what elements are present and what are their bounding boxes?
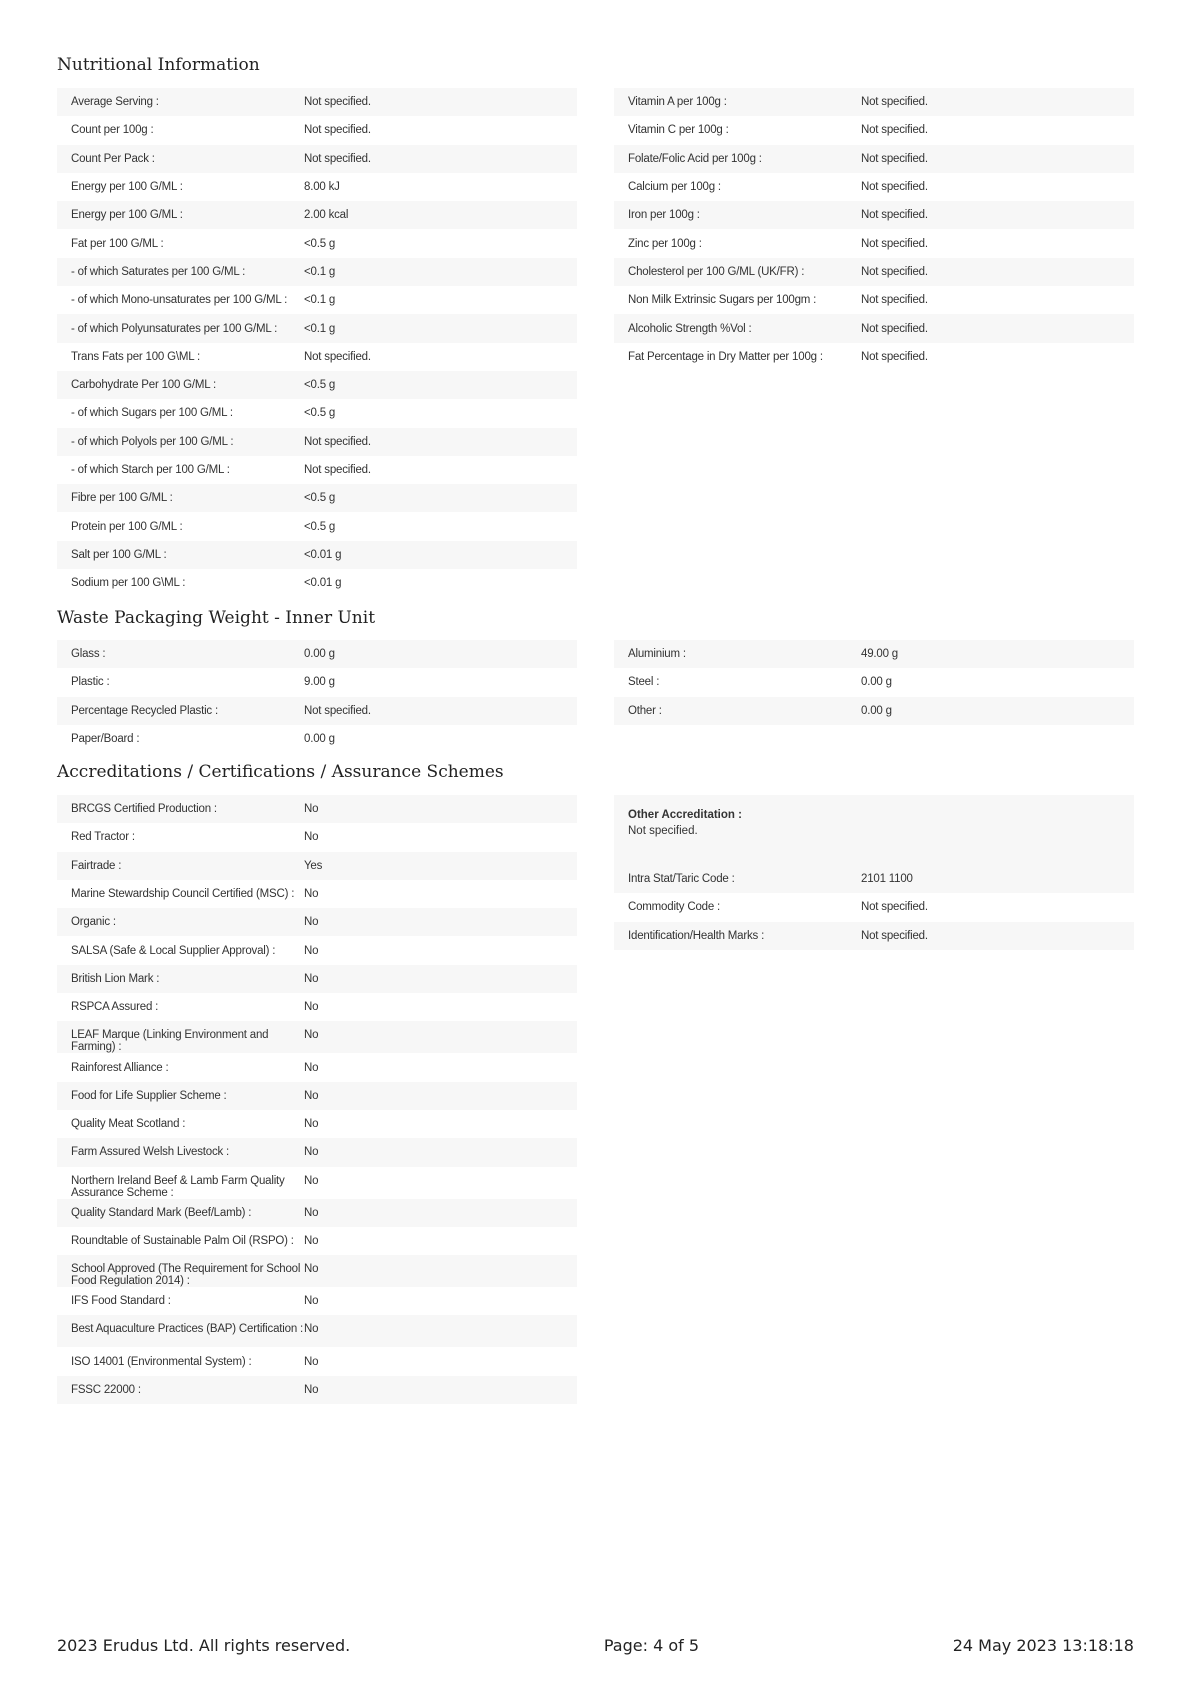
table-row [57, 145, 577, 173]
row-value: Not specified. [861, 209, 928, 222]
table-row [57, 173, 577, 201]
row-label: - of which Mono-unsaturates per 100 G/ML : [71, 294, 288, 307]
table-row [614, 229, 1134, 257]
nutrition-table-right [614, 88, 1134, 371]
row-value: Not specified. [861, 350, 928, 363]
row-value: Yes [304, 859, 323, 872]
table-row [57, 1082, 577, 1110]
table-row [614, 314, 1134, 342]
row-label: Energy per 100 G/ML : [71, 209, 183, 222]
row-value: Not specified. [304, 704, 371, 717]
row-label: Paper/Board : [71, 733, 140, 746]
table-row [57, 908, 577, 936]
row-label: School Approved (The Requirement for School Food Regulation 2014) : [71, 1263, 301, 1288]
table-row [57, 1347, 577, 1375]
row-label: Non Milk Extrinsic Sugars per 100gm : [628, 294, 817, 307]
row-value: 2101 1100 [861, 873, 913, 886]
row-value: No [304, 1295, 319, 1308]
row-label: - of which Starch per 100 G/ML : [71, 464, 230, 476]
row-label: Food for Life Supplier Scheme : [71, 1089, 227, 1102]
row-value: <0.01 g [304, 577, 342, 590]
row-label: Energy per 100 G/ML : [71, 181, 183, 194]
table-row [57, 1053, 577, 1081]
row-label: BRCGS Certified Production : [71, 803, 217, 816]
row-value: No [304, 1383, 319, 1396]
row-label: FSSC 22000 : [71, 1383, 141, 1396]
row-value: 0.00 g [861, 704, 892, 717]
nutrition-table-left [57, 88, 577, 597]
table-row [57, 1167, 577, 1199]
row-label: Fairtrade : [71, 859, 122, 872]
accreditations-right-panel [614, 795, 1134, 950]
row-label: - of which Sugars per 100 G/ML : [71, 407, 233, 420]
row-label: Zinc per 100g : [628, 237, 702, 250]
row-value: <0.5 g [304, 407, 336, 420]
row-label: IFS Food Standard : [71, 1295, 171, 1308]
table-row [614, 201, 1134, 229]
table-row [57, 541, 577, 569]
row-label: Vitamin C per 100g : [628, 124, 729, 137]
row-label: Salt per 100 G/ML : [71, 548, 167, 561]
row-value: Not specified. [861, 181, 928, 194]
row-label: Other : [628, 704, 662, 717]
row-value: No [304, 1263, 319, 1276]
row-label: Cholesterol per 100 G/ML (UK/FR) : [628, 265, 805, 278]
table-row [57, 484, 577, 512]
row-label: Sodium per 100 G\ML : [71, 577, 186, 590]
row-value: <0.1 g [304, 294, 336, 307]
row-value: Not specified. [304, 124, 371, 137]
row-value: Not specified. [861, 322, 928, 335]
row-value: Not specified. [304, 152, 371, 165]
table-row [57, 1227, 577, 1255]
other-accreditation-box [614, 795, 1134, 865]
row-value: Not specified. [861, 124, 928, 137]
row-value: Not specified. [861, 152, 928, 165]
row-value: No [304, 1061, 319, 1074]
table-row [57, 1138, 577, 1166]
row-value: No [304, 831, 319, 844]
row-label: Alcoholic Strength %Vol : [628, 322, 752, 335]
row-label: Northern Ireland Beef & Lamb Farm Quality Assurance Scheme : [71, 1174, 285, 1199]
row-value: <0.5 g [304, 492, 336, 505]
footer-copyright: 2023 Erudus Ltd. All rights reserved. [57, 1636, 351, 1655]
row-value: <0.1 g [304, 322, 336, 335]
table-row [57, 399, 577, 427]
table-row [614, 173, 1134, 201]
row-label: RSPCA Assured : [71, 1001, 159, 1014]
row-label: Quality Meat Scotland : [71, 1118, 186, 1131]
row-value: No [304, 1146, 319, 1159]
row-value: Not specified. [861, 901, 928, 914]
row-value: No [304, 1174, 319, 1187]
row-value: No [304, 1029, 319, 1042]
row-value: Not specified. [861, 237, 928, 250]
row-label: Average Serving : [71, 96, 159, 109]
row-value: No [304, 1001, 319, 1014]
table-row [57, 1199, 577, 1227]
row-value: 2.00 kcal [304, 209, 349, 222]
row-label: - of which Polyols per 100 G/ML : [71, 435, 234, 448]
table-row [614, 286, 1134, 314]
row-value: Not specified. [304, 464, 371, 476]
row-label: Farm Assured Welsh Livestock : [71, 1146, 230, 1159]
row-label: - of which Saturates per 100 G/ML : [71, 265, 246, 278]
table-row [57, 668, 577, 696]
row-value: <0.5 g [304, 379, 336, 392]
row-label: Fibre per 100 G/ML : [71, 492, 173, 505]
table-row [57, 201, 577, 229]
table-row [614, 922, 1134, 950]
page-footer [57, 1636, 1134, 1655]
row-value: No [304, 972, 319, 985]
row-value: 0.00 g [861, 676, 892, 689]
row-label: Count per 100g : [71, 124, 154, 137]
row-label: Fat Percentage in Dry Matter per 100g : [628, 350, 823, 363]
table-row [57, 1315, 577, 1347]
other-accreditation-value: Not specified. [628, 825, 698, 837]
row-value: <0.5 g [304, 237, 336, 250]
waste-title: Waste Packaging Weight - Inner Unit [57, 608, 376, 628]
table-row [57, 640, 577, 668]
row-label: Trans Fats per 100 G\ML : [71, 350, 201, 363]
table-row [614, 145, 1134, 173]
row-label: Identification/Health Marks : [628, 929, 765, 942]
row-label: Marine Stewardship Council Certified (MSC) : [71, 888, 295, 901]
row-label: Iron per 100g : [628, 209, 700, 222]
row-label: Roundtable of Sustainable Palm Oil (RSPO) : [71, 1235, 294, 1247]
row-label: Steel : [628, 676, 660, 689]
table-row [57, 880, 577, 908]
row-value: No [304, 888, 319, 901]
table-row [57, 1021, 577, 1053]
table-row [57, 1287, 577, 1315]
row-label: Calcium per 100g : [628, 181, 721, 194]
accreditations-table-right [614, 865, 1134, 950]
table-row [57, 286, 577, 314]
table-row [57, 314, 577, 342]
table-row [57, 371, 577, 399]
table-row [57, 116, 577, 144]
table-row [614, 893, 1134, 921]
row-label: Intra Stat/Taric Code : [628, 873, 735, 886]
row-value: No [304, 916, 319, 929]
row-label: Best Aquaculture Practices (BAP) Certification : [71, 1323, 304, 1336]
row-value: No [304, 803, 319, 816]
row-label: LEAF Marque (Linking Environment and Farming) : [71, 1029, 269, 1054]
row-label: Red Tractor : [71, 831, 135, 844]
row-value: <0.1 g [304, 265, 336, 278]
table-row [57, 1255, 577, 1287]
row-label: - of which Polyunsaturates per 100 G/ML : [71, 322, 278, 335]
accreditations-title: Accreditations / Certifications / Assurance Schemes [57, 762, 504, 782]
row-value: No [304, 1206, 319, 1219]
row-value: No [304, 1118, 319, 1131]
footer-timestamp: 24 May 2023 13:18:18 [952, 1636, 1134, 1655]
row-value: Not specified. [304, 96, 371, 109]
table-row [57, 512, 577, 540]
row-value: No [304, 944, 319, 957]
row-label: Rainforest Alliance : [71, 1061, 169, 1074]
table-row [57, 1376, 577, 1404]
table-row [614, 865, 1134, 893]
table-row [57, 456, 577, 484]
table-row [57, 725, 577, 753]
table-row [57, 936, 577, 964]
row-label: Fat per 100 G/ML : [71, 237, 164, 250]
waste-table-right [614, 640, 1134, 725]
row-label: Percentage Recycled Plastic : [71, 704, 218, 717]
table-row [57, 569, 577, 597]
table-row [614, 640, 1134, 668]
row-label: Vitamin A per 100g : [628, 96, 727, 109]
row-label: Protein per 100 G/ML : [71, 520, 183, 533]
row-value: 0.00 g [304, 648, 335, 661]
table-row [614, 697, 1134, 725]
row-label: Glass : [71, 648, 106, 661]
row-value: Not specified. [861, 929, 928, 942]
table-row [614, 258, 1134, 286]
row-value: 49.00 g [861, 648, 898, 661]
table-row [57, 428, 577, 456]
table-row [57, 697, 577, 725]
table-row [57, 229, 577, 257]
row-label: ISO 14001 (Environmental System) : [71, 1355, 252, 1368]
table-row [57, 1110, 577, 1138]
row-value: 8.00 kJ [304, 181, 340, 194]
row-label: Organic : [71, 916, 116, 929]
row-label: British Lion Mark : [71, 972, 160, 985]
row-value: 0.00 g [304, 733, 335, 746]
row-value: No [304, 1355, 319, 1368]
table-row [57, 343, 577, 371]
row-value: <0.01 g [304, 548, 342, 561]
row-value: Not specified. [304, 350, 371, 363]
table-row [614, 668, 1134, 696]
row-value: 9.00 g [304, 676, 335, 689]
table-row [57, 852, 577, 880]
table-row [57, 258, 577, 286]
table-row [614, 343, 1134, 371]
row-value: Not specified. [861, 265, 928, 278]
table-row [57, 88, 577, 116]
table-row [614, 116, 1134, 144]
table-row [57, 823, 577, 851]
row-value: No [304, 1235, 319, 1247]
row-value: Not specified. [861, 96, 928, 109]
footer-page-number: Page: 4 of 5 [603, 1636, 700, 1655]
table-row [57, 795, 577, 823]
row-label: Aluminium : [628, 648, 686, 661]
table-row [57, 965, 577, 993]
accreditations-table-left [57, 795, 577, 1404]
row-label: Count Per Pack : [71, 152, 155, 165]
nutrition-title: Nutritional Information [57, 55, 260, 75]
table-row [614, 88, 1134, 116]
row-value: Not specified. [304, 435, 371, 448]
row-value: <0.5 g [304, 520, 336, 533]
row-label: Folate/Folic Acid per 100g : [628, 152, 762, 165]
waste-table-left [57, 640, 577, 753]
row-value: Not specified. [861, 294, 928, 307]
other-accreditation-label: Other Accreditation : [628, 809, 742, 821]
row-value: No [304, 1089, 319, 1102]
row-label: Quality Standard Mark (Beef/Lamb) : [71, 1206, 252, 1219]
row-label: Commodity Code : [628, 901, 721, 914]
row-label: Plastic : [71, 676, 110, 689]
table-row [57, 993, 577, 1021]
row-label: SALSA (Safe & Local Supplier Approval) : [71, 944, 276, 957]
row-value: No [304, 1323, 319, 1336]
row-label: Carbohydrate Per 100 G/ML : [71, 379, 217, 392]
